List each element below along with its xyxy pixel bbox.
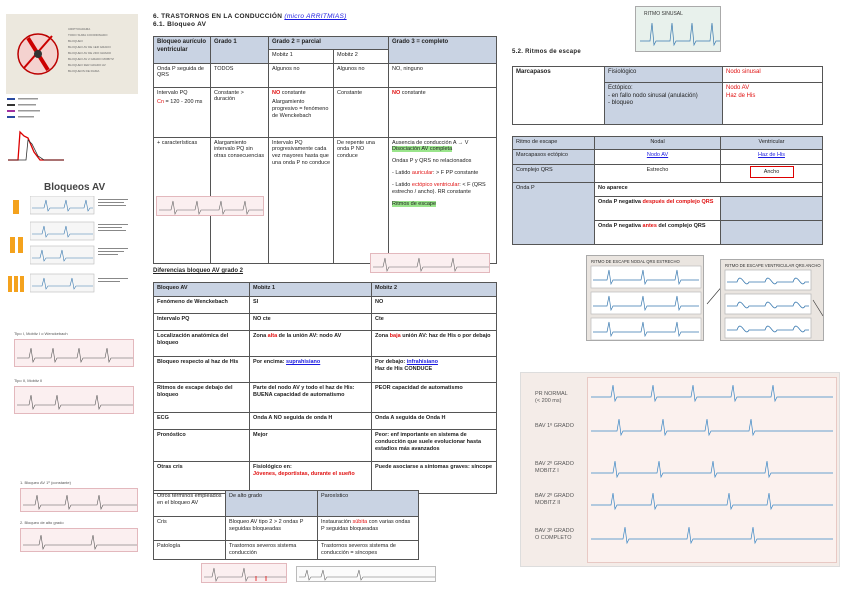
ancho-highlight: Ancho <box>750 166 794 178</box>
strip1-ecg <box>20 488 138 512</box>
th-bloqueo: Bloqueo aurículo ventricular <box>154 37 211 64</box>
strip2-ecg <box>20 528 138 552</box>
ritmo-sinusal-image <box>635 6 721 52</box>
action-potential-graph <box>6 126 66 166</box>
mini-ecg-strips <box>30 196 140 296</box>
th-mobitz-2: Mobitz 2 <box>334 49 389 63</box>
grade-3-marker <box>8 276 26 292</box>
type2-ecg-strip <box>14 386 134 414</box>
mobitz-diff-table: Bloqueo AV Mobitz 1 Mobitz 2 Fenómeno de Wenckebach SI NO Intervalo PQ NO cte Cte Localización anatómica del bloqueo Zona alta de la unión AV: nodo AV Zona baja unión AV: haz de His o por debajo Bloqueo respecto al haz de His Por encima: suprahisiano Por debajo: infrahisiano Haz de His CONDUCE Ritmos de escape debajo del bloqueo Parte del nodo AV y todo el haz de His: BUENA capacidad de automatismo PEOR capacidad de automatismo ECG Onda A NO seguida de onda H Onda A seguida de Onda H Pronóstico Mejor Peor: enf importante en sistema de conducción que suele evolucionar hasta estadios más avanzados Otras cris Fisiológico en: Jóvenes, deportistas, durante el sueño Puede asociarse a síntomas graves: síncope <box>153 282 497 494</box>
th-grado-2: Grado 2 = parcial <box>269 37 389 50</box>
bav-comparison-image: PR NORMAL (< 200 ms) BAV 1º GRADO BAV 2º GRADO MOBITZ I BAV 2º GRADO MOBITZ II BAV 3º GRADO O COMPLETO <box>520 372 840 567</box>
row-label-onda-p: Onda P seguida de QRS <box>154 63 211 87</box>
escape-ventricular-image <box>720 259 824 341</box>
high-grade-ecg <box>201 563 287 583</box>
type1-label: Tipo I, Mobitz I o Wenckebach <box>14 331 68 336</box>
pacemaker-legend <box>6 96 46 124</box>
page-title: 6. TRASTORNOS EN LA CONDUCCIÓN (micro ARRITMIAS) 6.1. Bloqueo AV <box>153 13 347 29</box>
row-label-intervalo-pq: Intervalo PQ Cn = 120 - 200 ms <box>154 87 211 137</box>
escape-vent-title: RITMO DE ESCAPE VENTRICULAR QRS ANCHO <box>725 263 821 268</box>
marcapasos-table: Marcapasos Fisiológico Nodo sinusal Ectópico: - en fallo nodo sinusal (anulación) - bloqueo Nodo AV Haz de His <box>512 66 823 125</box>
th-grado-3: Grado 3 = completo <box>389 37 497 64</box>
escape-nodal-title: RITMO DE ESCAPE NODAL QRS ESTRECHO <box>591 259 680 264</box>
strip1-label: 1. Bloqueo AV 1º (constante) <box>20 480 71 485</box>
thumb-list: CRIPTOGRAMA TODO SUMA COORDINADO BLOQUEO BLOQUEO AV DE 1ER GRADO BLOQUEO AV DE 2DO GRADO BLOQUEO AV 2 GRADO MOBITZ BLOQUEO 3ER GRADO AV BLOQUEOS DE RAMA <box>68 27 114 73</box>
otros-terminos-table: Otros términos empleados en el bloqueo AV De alto grado Paroxístico Cris Bloqueo AV tipo 2 > 2 ondas P seguidas bloqueadas Instauración súbita con varias ondas P seguidas bloqueadas Patología Trastornos severos sistema conducción Trastornos severos sistema de conducción = síncopes <box>153 490 419 560</box>
escape-section-title: 5.2. Ritmos de escape <box>512 49 581 55</box>
grade-2-marker <box>10 237 24 253</box>
th-grado-1: Grado 1 <box>211 37 269 64</box>
escape-nodal-image <box>586 255 704 341</box>
bav-ecg-traces <box>587 377 837 563</box>
bloqueo-av-table: Bloqueo aurículo ventricular Grado 1 Grado 2 = parcial Grado 3 = completo Mobitz 1 Mobitz 2 Onda P seguida de QRS TODOS Algunos no Algunos no NO, ninguno Intervalo PQ Cn = 120 - 200 ms Constante > duración NO constante Alargamiento progresivo = fenómeno de Wenckebach Constante NO constante + características Alargamiento intervalo PQ sin otras consecuencias Intervalo PQ progresivamente cada vez mayores hasta que una onda P no conduce De repente una onda P NO conduce Ausencia de conducción A → V Disociación AV completa Ondas P y QRS no relacionados - Latido auricular: > F PP constante - Latido ectópico ventricular: < F (QRS estrecho / ancho). RR constante Ritmos de escape <box>153 36 497 264</box>
cover-thumbnail <box>6 14 138 94</box>
table2-title: Diferencias bloqueo AV grado 2 <box>153 268 244 274</box>
grade-1-marker <box>13 200 19 214</box>
type2-label: Tipo II, Mobitz II <box>14 378 43 383</box>
type1-ecg-strip <box>14 339 134 367</box>
grade1-ecg-inset <box>156 196 264 216</box>
strip2-label: 2. Bloqueo de alto grado <box>20 520 64 525</box>
th-mobitz-1: Mobitz 1 <box>269 49 334 63</box>
heart-icon <box>12 18 64 90</box>
ritmo-sinusal-label: RITMO SINUSAL <box>644 11 683 17</box>
ritmo-escape-table: Ritmo de escape Nodal Ventricular Marcapasos ectópico Nodo AV Haz de His Complejo QRS Estrecho Ancho Onda P No aparece Onda P negativa después del complejo QRS Onda P negativa antes del complejo QRS <box>512 136 823 245</box>
bloqueos-av-heading: Bloqueos AV <box>44 182 106 193</box>
row-label-caracteristicas: + características <box>154 137 211 263</box>
grade3-ecg-inset <box>370 253 490 273</box>
paroxistico-ecg <box>296 566 436 582</box>
